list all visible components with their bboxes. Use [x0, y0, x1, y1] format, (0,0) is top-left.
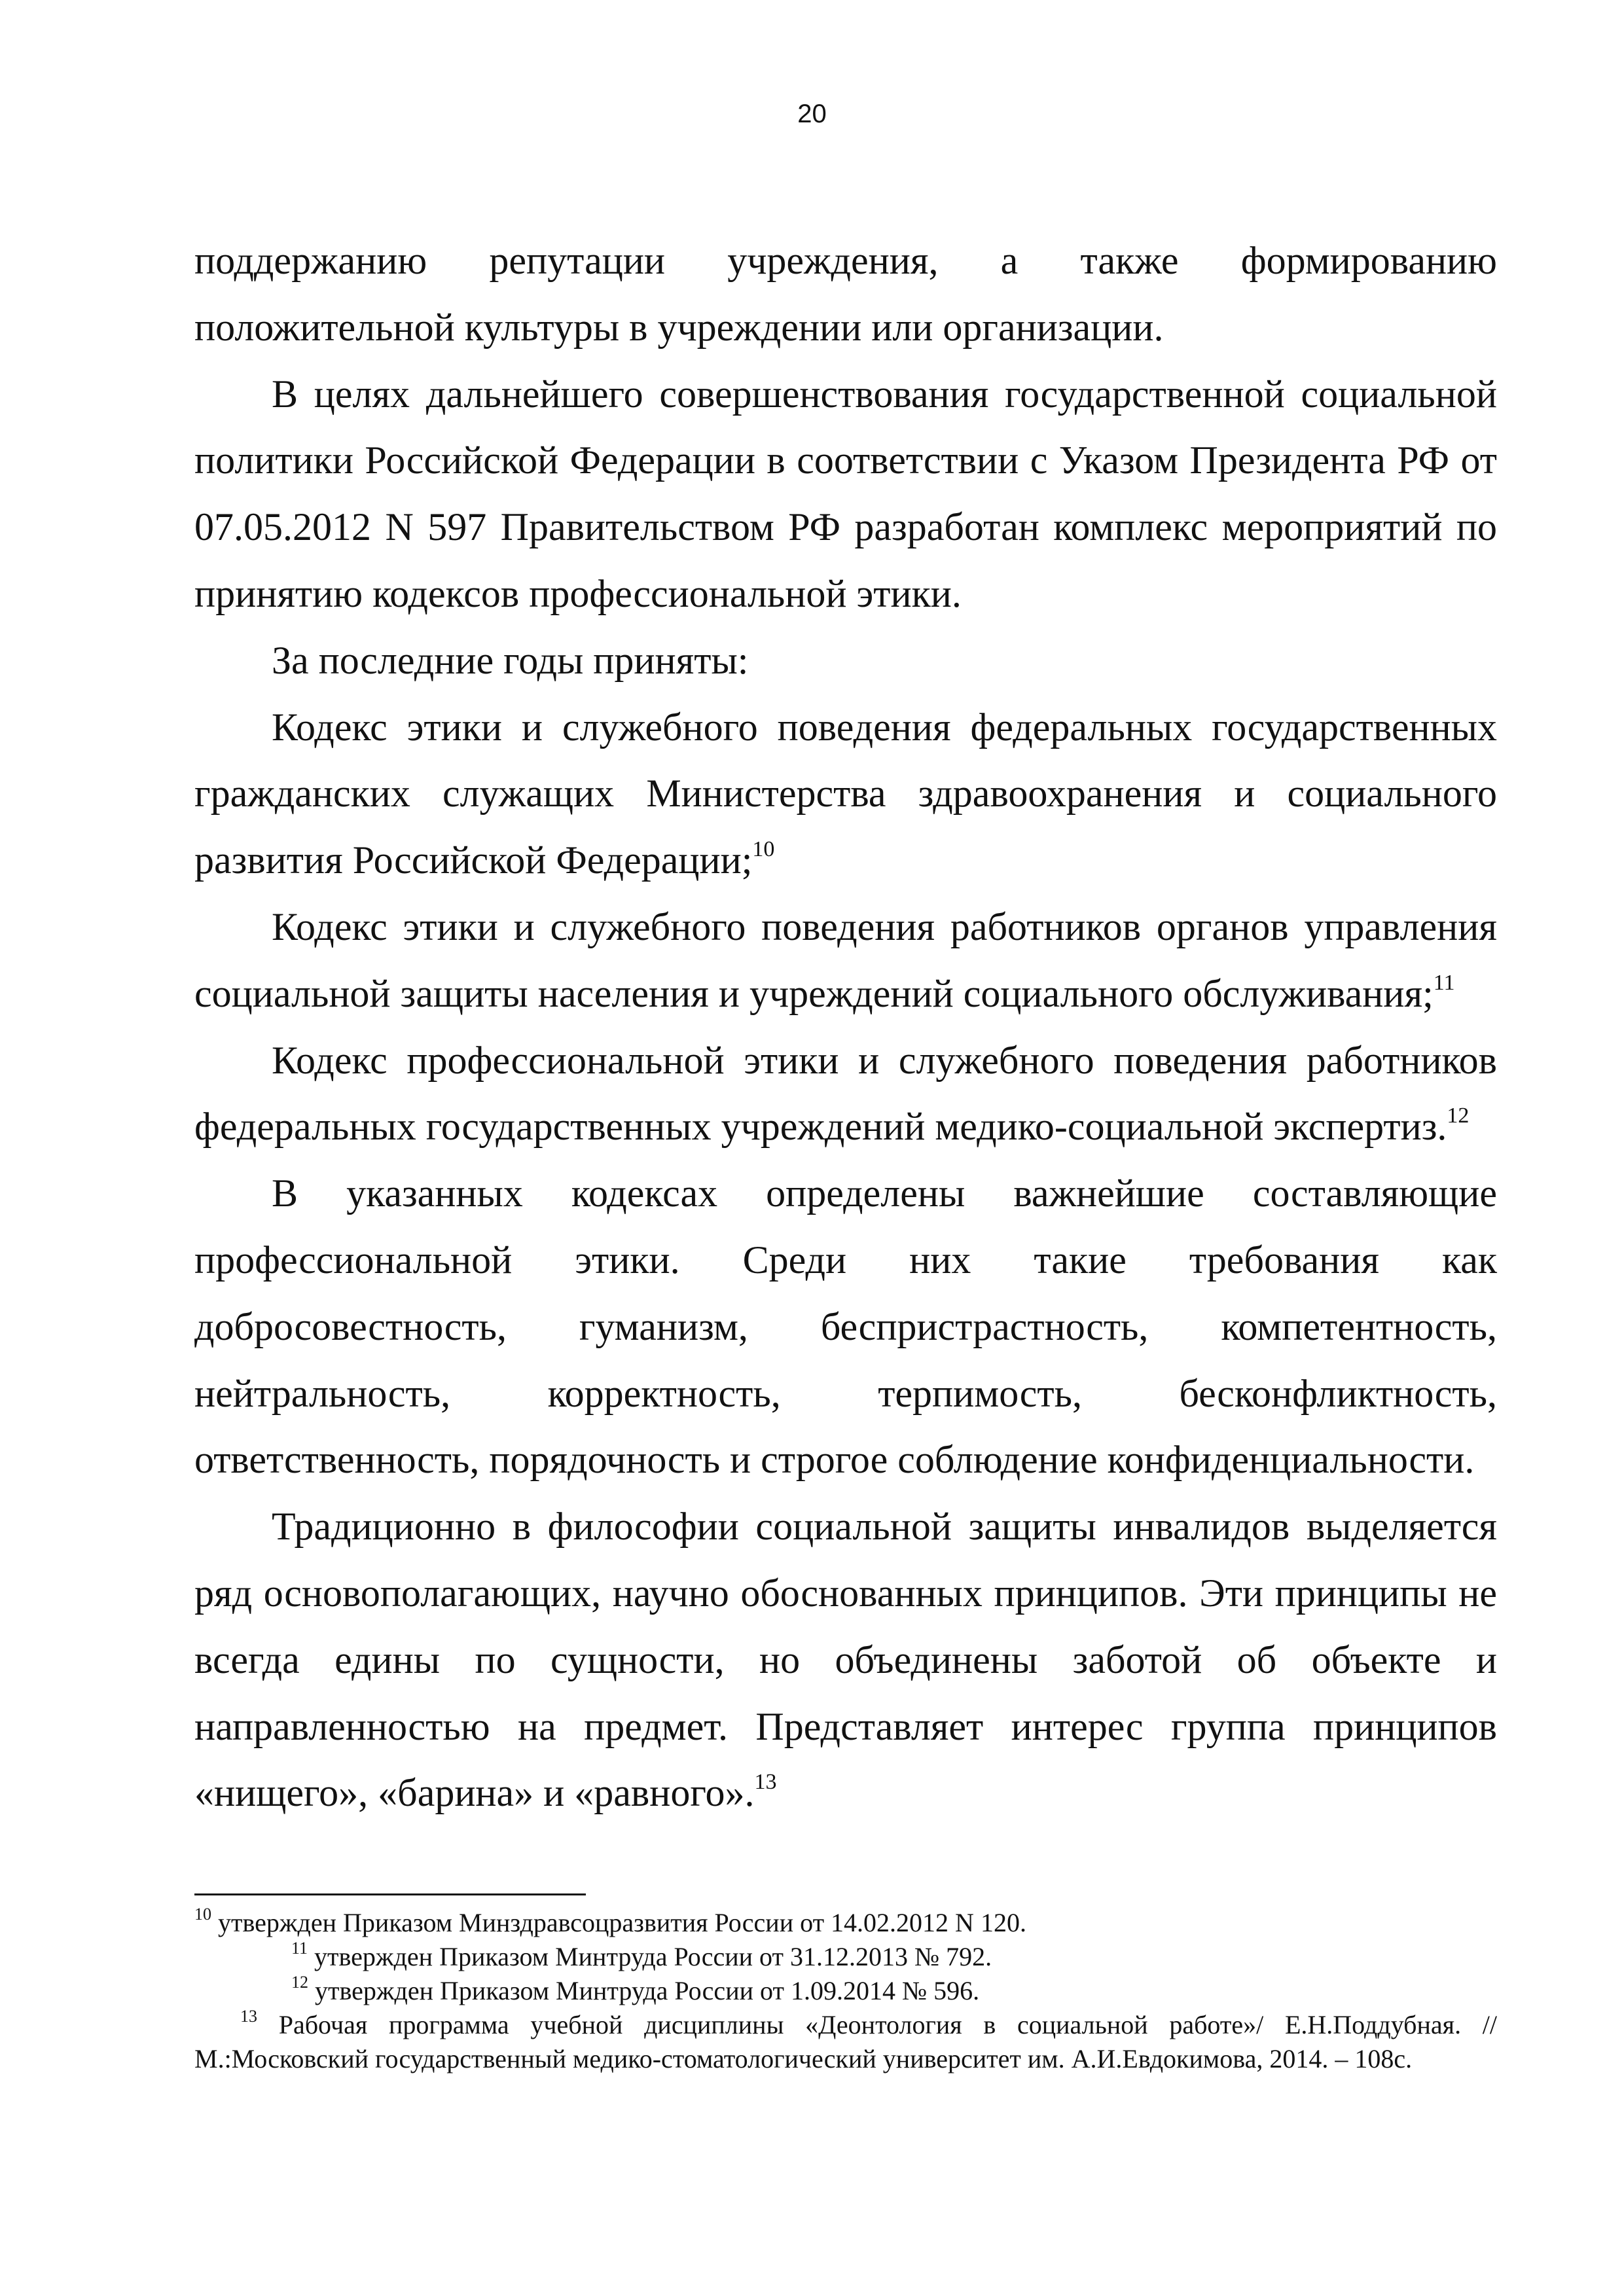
footnote-13 [194, 2008, 1497, 2076]
principles-text: Традиционно в философии социальной защиты инвалидов выделяется ряд основополагающих, научно обоснованных принципов. Эти принципы не всегда едины по сущности, но объединены заботой об объекте и направленностью на предмет. Представляет интерес группа принципов «нищего», «барина» и «равного». [194, 1505, 1497, 1815]
paragraph-adopted-intro: За последние годы приняты: [272, 638, 749, 682]
paragraph-policy: В целях дальнейшего совершенствования государственной социальной политики Российской Федерации в соответствии с Указом Президента РФ от 07.05.2012 N 597 Правительством РФ разработан комплекс мероприятий по принятию кодексов профессиональной этики. [194, 372, 1497, 615]
footnote-12 [194, 1974, 1497, 2008]
code-social-protection-text: Кодекс этики и служебного поведения работников органов управления социальной защиты населения и учреждений социального обслуживания; [194, 905, 1497, 1015]
footnote-text: утвержден Приказом Минтруда России от 1.09.2014 № 596. [315, 1976, 980, 2005]
body-text [194, 228, 1497, 1827]
footnote-number: 10 [194, 1905, 211, 1924]
footnote-ref-13[interactable]: 13 [754, 1770, 777, 1795]
paragraph-code-expertise [194, 1028, 1497, 1161]
page-number: 20 [797, 99, 827, 128]
code-ministry-text: Кодекс этики и служебного поведения федеральных государственных гражданских служащих Министерства здравоохранения и социального развития Российской Федерации; [194, 705, 1497, 882]
footnote-text: утвержден Приказом Минтруда России от 31.12.2013 № 792. [314, 1942, 992, 1971]
footnote-number: 13 [240, 2007, 257, 2026]
paragraph-ethics-components: В указанных кодексах определены важнейшие составляющие профессиональной этики. Среди них такие требования как добросовестность, гуманизм, беспристрастность, компетентность, нейтральность, корректность, терпимость, бесконфликтность, ответственность, порядочность и строгое соблюдение конфиденциальности. [194, 1172, 1497, 1482]
paragraph-code-social-protection [194, 894, 1497, 1028]
paragraph-continuation: поддержанию репутации учреждения, а также формированию положительной культуры в учреждении или организации. [194, 239, 1497, 349]
footnote-separator [194, 1893, 586, 1895]
footnote-text: Рабочая программа учебной дисциплины «Деонтология в социальной работе»/ Е.Н.Поддубная. // М.:Московский государственный медико-стоматологический университет им. А.И.Евдокимова, 2014. – 108с. [194, 2010, 1498, 2073]
footnote-10 [194, 1906, 1497, 1940]
footnote-number: 12 [291, 1973, 308, 1992]
footnote-ref-11[interactable]: 11 [1433, 970, 1455, 995]
footnotes [194, 1906, 1497, 2076]
code-expertise-text: Кодекс профессиональной этики и служебного поведения работников федеральных государственных учреждений медико-социальной экспертиз. [194, 1038, 1497, 1149]
footnote-text: утвержден Приказом Минздравсоцразвития России от 14.02.2012 N 120. [218, 1908, 1026, 1937]
footnote-11 [194, 1940, 1497, 1974]
paragraph-principles [194, 1494, 1497, 1827]
paragraph-code-ministry [194, 694, 1497, 894]
footnote-number: 11 [291, 1939, 308, 1958]
footnote-ref-10[interactable]: 10 [752, 837, 775, 862]
footnote-ref-12[interactable]: 12 [1447, 1103, 1470, 1128]
